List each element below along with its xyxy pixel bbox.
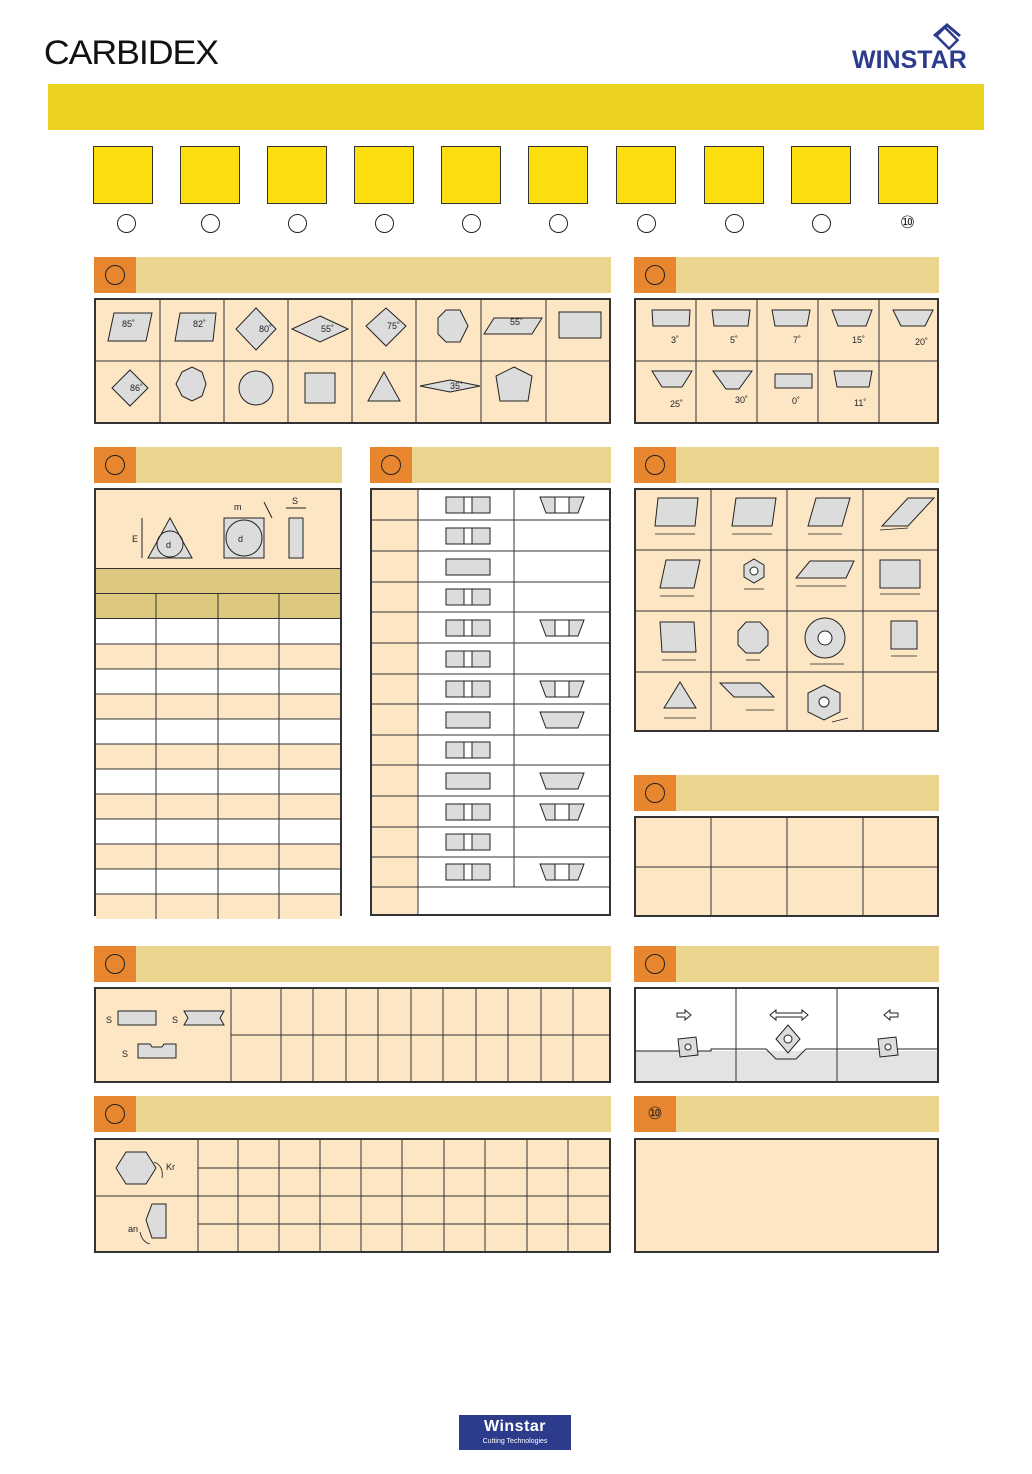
clearance-25: 25˚ xyxy=(670,399,684,409)
clearance-0: 0˚ xyxy=(792,396,801,406)
marker-7 xyxy=(637,214,656,233)
thickness-s1: S xyxy=(106,1015,113,1025)
clearance-30: 30˚ xyxy=(735,395,749,405)
winstar-logo-text: WINSTAR xyxy=(852,46,967,72)
marker-2 xyxy=(201,214,220,233)
size-header-row xyxy=(96,594,340,619)
corner-panel xyxy=(634,816,939,917)
thickness-table xyxy=(96,989,609,1081)
shape-grid xyxy=(96,300,609,422)
clearance-panel xyxy=(634,298,939,424)
clearance-grid xyxy=(636,300,937,422)
angle-85: 85˚ xyxy=(122,319,136,329)
code-box-3 xyxy=(267,146,327,204)
marker-1 xyxy=(117,214,136,233)
footer-logo xyxy=(459,1415,571,1450)
section-10-panel xyxy=(634,1138,939,1253)
code-box-9 xyxy=(791,146,851,204)
size-label-m: m xyxy=(234,502,242,512)
code-box-10 xyxy=(878,146,938,204)
footer-logo-name: Winstar xyxy=(483,1418,547,1435)
code-box-7 xyxy=(616,146,676,204)
direction-diagram xyxy=(636,989,937,1081)
thickness-panel xyxy=(94,987,611,1083)
clearance-20: 20˚ xyxy=(915,337,929,347)
clearance-7: 7˚ xyxy=(793,335,802,345)
angle-table xyxy=(96,1140,609,1251)
footer-logo-tagline: Cutting Technologies xyxy=(482,1438,548,1445)
carbidex-logo: CARBIDEX xyxy=(43,34,218,72)
angle-75: 75˚ xyxy=(387,321,401,331)
section-direction-header xyxy=(634,946,939,982)
winstar-logo xyxy=(850,22,984,72)
shape-panel xyxy=(94,298,611,424)
direction-panel xyxy=(634,987,939,1083)
length-grid xyxy=(636,490,937,730)
size-panel xyxy=(94,488,342,916)
section-thickness-header xyxy=(94,946,611,982)
type-table xyxy=(372,490,609,914)
section-10-header: ⑩ xyxy=(634,1096,939,1132)
code-box-1 xyxy=(93,146,153,204)
size-title-row xyxy=(96,569,340,594)
marker-6 xyxy=(549,214,568,233)
thickness-s3: S xyxy=(122,1049,129,1059)
size-label-d1: d xyxy=(166,540,172,550)
clearance-15: 15˚ xyxy=(852,335,866,345)
angle-82: 82˚ xyxy=(193,319,207,329)
marker-9 xyxy=(812,214,831,233)
section-angle-header xyxy=(94,1096,611,1132)
code-box-4 xyxy=(354,146,414,204)
section-corner-header xyxy=(634,775,939,811)
angle-label-an: an xyxy=(128,1224,139,1234)
clearance-11: 11˚ xyxy=(854,398,867,408)
angle-35: 35˚ xyxy=(450,381,464,391)
section-length-header xyxy=(634,447,939,483)
thickness-s2: S xyxy=(172,1015,179,1025)
section-type-header xyxy=(370,447,611,483)
clearance-5: 5˚ xyxy=(730,335,739,345)
angle-55a: 55˚ xyxy=(321,324,335,334)
code-box-5 xyxy=(441,146,501,204)
angle-55b: 55˚ xyxy=(510,317,524,327)
size-label-e: E xyxy=(132,534,139,544)
marker-3 xyxy=(288,214,307,233)
code-box-8 xyxy=(704,146,764,204)
angle-label-kr: Kr xyxy=(166,1162,175,1172)
angle-80: 80˚ xyxy=(259,324,273,334)
marker-5 xyxy=(462,214,481,233)
angle-86: 86˚ xyxy=(130,383,144,393)
length-panel xyxy=(634,488,939,732)
size-table xyxy=(96,619,340,919)
size-diagram xyxy=(96,490,340,569)
code-box-6 xyxy=(528,146,588,204)
clearance-3: 3˚ xyxy=(671,335,680,345)
code-box-2 xyxy=(180,146,240,204)
size-label-d2: d xyxy=(238,534,244,544)
section-shape-header xyxy=(94,257,611,293)
section-clearance-header xyxy=(634,257,939,293)
marker-10: ⑩ xyxy=(899,213,916,232)
section-size-header xyxy=(94,447,342,483)
title-banner xyxy=(48,84,984,130)
marker-8 xyxy=(725,214,744,233)
type-panel xyxy=(370,488,611,916)
marker-4 xyxy=(375,214,394,233)
size-label-s: S xyxy=(292,496,299,506)
angle-panel xyxy=(94,1138,611,1253)
